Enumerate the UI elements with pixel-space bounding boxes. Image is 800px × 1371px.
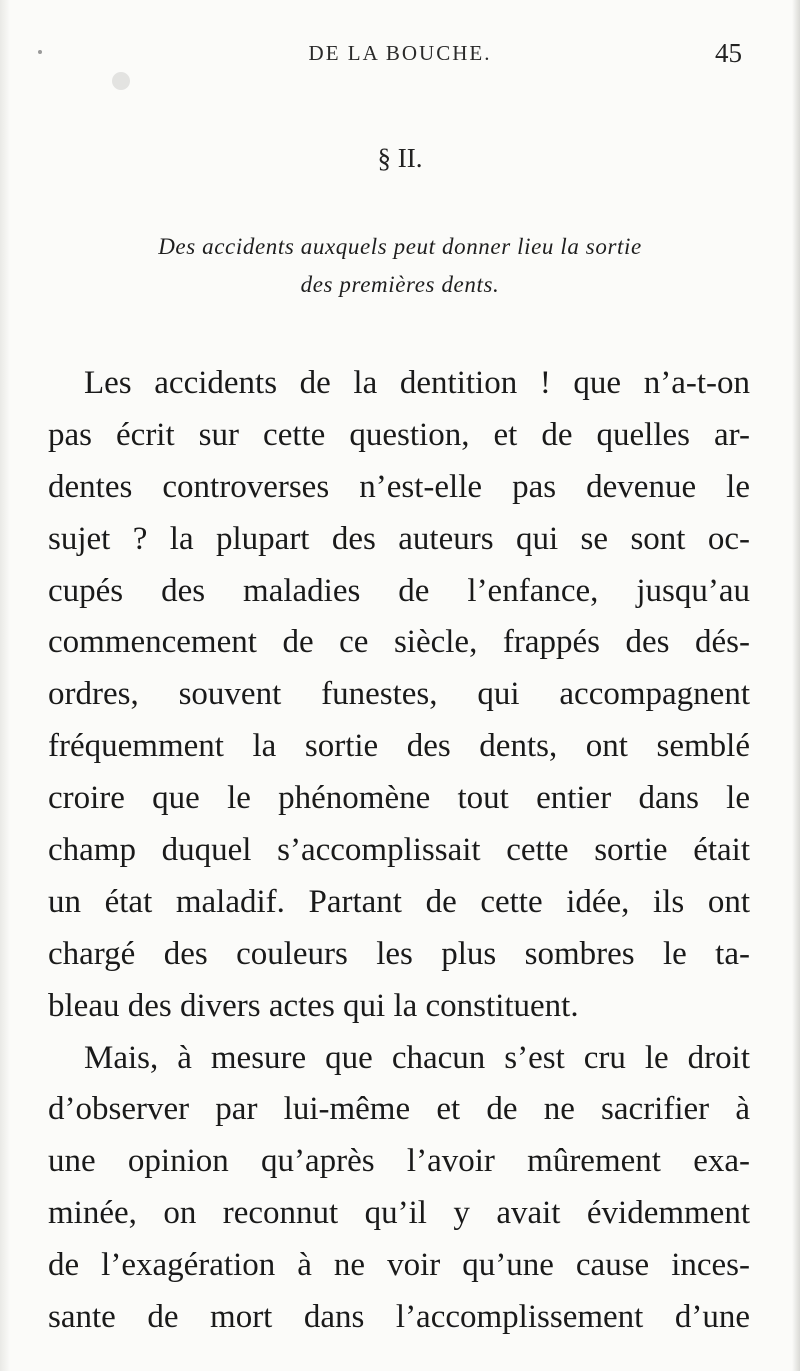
running-header (0, 38, 800, 78)
section-title (60, 228, 740, 304)
text-line: dentes controverses n’est-elle pas devenue le (48, 468, 750, 505)
text-line: de l’exagération à ne voir qu’une cause inces- (48, 1247, 750, 1284)
section-title-line: Des accidents auxquels peut donner lieu la sortie (158, 234, 642, 259)
page-number: 45 (715, 38, 742, 68)
text-line: fréquemment la sortie des dents, ont semblé (48, 728, 750, 765)
text-line: Mais, à mesure que chacun s’est cru le droit (84, 1039, 750, 1076)
section-number: § II. (377, 143, 423, 173)
text-line: chargé des couleurs les plus sombres le ta- (48, 935, 750, 972)
text-line: pas écrit sur cette question, et de quelles ar- (48, 416, 750, 453)
text-line: Les accidents de la dentition ! que n’a-t-on (84, 365, 750, 401)
text-line: cupés des maladies de l’enfance, jusqu’au (48, 572, 750, 609)
section-title-line: des premières dents. (300, 272, 500, 297)
text-line: croire que le phénomène tout entier dans le (48, 780, 750, 817)
text-line: champ duquel s’accomplissait cette sortie était (48, 832, 750, 869)
text-line: d’observer par lui-même et de ne sacrifier à (48, 1091, 750, 1128)
text-line: une opinion qu’après l’avoir mûrement exa- (48, 1143, 750, 1180)
body-text (48, 358, 750, 1344)
text-line: commencement de ce siècle, frappés des dés- (48, 624, 750, 661)
text-line: ordres, souvent funestes, qui accompagnent (48, 676, 750, 713)
text-line: sante de mort dans l’accomplissement d’une (48, 1299, 750, 1336)
text-line: minée, on reconnut qu’il y avait évidemment (48, 1195, 750, 1232)
text-line: sujet ? la plupart des auteurs qui se sont oc- (48, 520, 750, 557)
running-title: DE LA BOUCHE. (308, 41, 492, 65)
text-line: un état maladif. Partant de cette idée, ils ont (48, 883, 750, 920)
text-line: bleau des divers actes qui la constituent. (48, 987, 579, 1024)
